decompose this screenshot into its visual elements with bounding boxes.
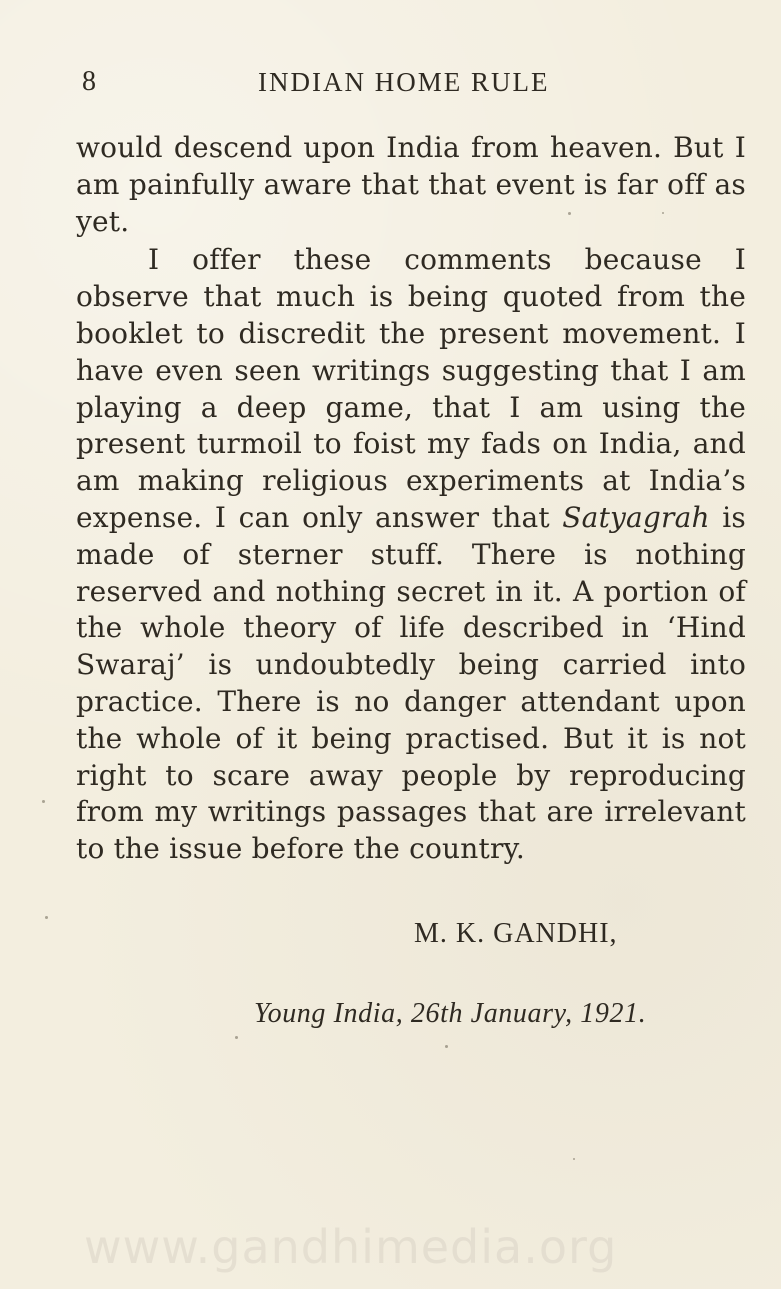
website-watermark: www.gandhimedia.org	[84, 1220, 618, 1274]
running-title: INDIAN HOME RULE	[258, 67, 550, 97]
body-text	[76, 130, 746, 868]
paragraph-continuation: would descend upon India from heaven. But I am painfully aware that that event is far off as yet.	[76, 131, 746, 238]
page-number: 8	[82, 66, 96, 97]
satyagrah-italic-word: Satyagrah	[562, 500, 710, 534]
running-header	[82, 62, 722, 102]
paragraph-comments	[76, 242, 746, 868]
print-speck	[568, 212, 571, 215]
paragraph-comments-text-after: is made of sterner stuff. There is nothing reserved and nothing secret in it. A portion of the whole theory of life described in ‘Hind Swaraj’ is undoubtedly being carried into practice. There is no danger attendant upon the whole of it being practised. But it is not right to scare away people by reproducing from my writings passages that are irrelevant to the issue before the country.	[76, 500, 747, 866]
print-speck	[662, 212, 664, 214]
author-signature: M. K. GANDHI,	[414, 918, 618, 949]
print-speck	[573, 1158, 575, 1160]
print-speck	[445, 1045, 448, 1048]
paragraph-comments-text-before: I offer these comments because I observe that much is being quoted from the booklet to discredit the present movement. I have even seen writings suggesting that I am playing a deep game, that I am using the present turmoil to foist my fads on India, and am making religious experiments at India’s expense. I can only answer that	[76, 243, 746, 534]
print-speck	[42, 800, 45, 803]
source-citation: Young India, 26th January, 1921.	[254, 998, 647, 1029]
print-speck	[45, 916, 48, 919]
print-speck	[235, 1036, 238, 1039]
